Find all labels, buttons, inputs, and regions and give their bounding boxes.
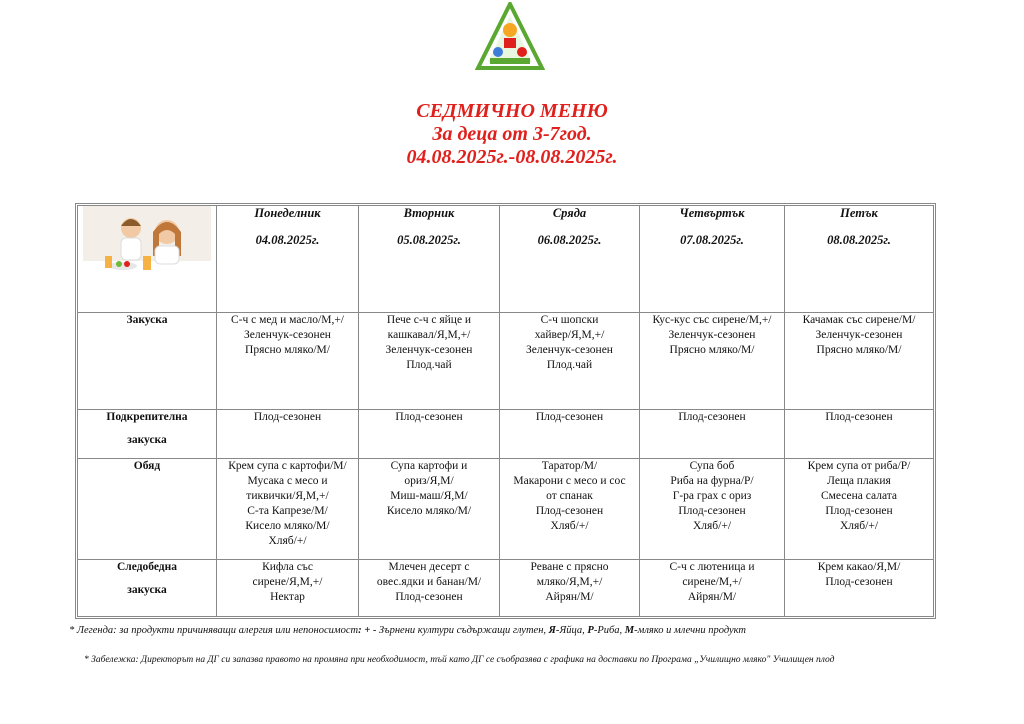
title-line-1: СЕДМИЧНО МЕНЮ [416,100,608,122]
day-date: 07.08.2025г. [680,233,744,247]
title-line-3: 04.08.2025г.-08.08.2025г. [406,146,618,168]
meal-item: Плод-сезонен [253,411,322,423]
legend-star: * [69,625,75,636]
meal-item: Хляб/+/ [550,520,589,532]
day-date: 06.08.2025г. [537,233,602,247]
day-date: 08.08.2025г. [827,233,891,247]
meal-item: Крем супа от риба/Р/ [807,460,911,472]
meal-item: Плод-сезонен [535,411,604,423]
afternoon-snack-row [78,560,934,617]
meal-item: Плод.чай [406,359,452,371]
meal-item: Хляб/+/ [692,520,732,532]
weekly-menu-table [77,205,934,617]
meal-item: Смесена салата [820,490,898,502]
meal-item: Зеленчук-сезонен [385,344,473,356]
meal-item: Мусака с месо и [247,475,328,487]
meal-item: Плод-сезонен [825,411,893,423]
meal-item: Кус-кус със сирене/М,+/ [652,314,772,326]
meal-cell [217,313,359,410]
meal-item: Кисело мляко/М/ [386,505,472,517]
meal-cell [785,313,934,410]
meal-item: Супа картофи и [390,460,468,472]
meal-item: сирене/М,+/ [682,576,742,588]
director-note: * Забележка: Директорът на ДГ си запазва правото на промяна при необходимост, тъй като ДГ се съобразява с графика на доставки по Програма „Училищно мляко" Училищен плод [84,655,835,665]
meal-item: Миш-маш/Я,М/ [390,490,468,502]
row-label-line: Подкрепителна [106,411,188,423]
children-eating-photo [83,206,211,286]
row-label-breakfast: Закуска [78,313,217,410]
meal-item: Плод.чай [546,359,593,371]
meal-item: Реване с прясно [530,561,609,573]
meal-item: Айрян/М/ [687,591,737,603]
meal-item: Зеленчук-сезонен [526,344,613,356]
meal-cell [500,459,640,560]
meal-item: С-та Капрезе/М/ [247,505,328,517]
day-header-tuesday [359,206,500,313]
meal-cell [785,459,934,560]
row-label-line: закуска [127,584,167,596]
meal-item: Зеленчук-сезонен [244,329,331,341]
row-label-lunch: Обяд [78,459,217,560]
meal-item: Супа боб [689,460,735,472]
legend-milk: М [624,625,635,636]
meal-item: Зеленчук-сезонен [668,329,756,341]
meal-item: Хляб/+/ [839,520,879,532]
meal-item: Кифла със [262,561,313,573]
legend-plus: + [364,625,371,636]
meal-item: Плод-сезонен [825,505,893,517]
meal-item: тиквички/Я,М,+/ [246,490,329,502]
meal-item: Нектар [270,591,305,603]
meal-item: Прясно мляко/М/ [816,344,902,356]
meal-cell [785,410,934,459]
legend-colon: : [358,625,362,636]
legend-fish-text: -Риба, [593,625,625,636]
meal-item: С-ч шопски [540,314,599,326]
meal-item: Пече с-ч с яйце и [386,314,472,326]
meal-item: от спанак [546,490,593,502]
row-label-afternoon [78,560,217,617]
legend-egg: Я [548,625,556,636]
snack-row [78,410,934,459]
meal-item: Г-ра грах с ориз [672,490,752,502]
meal-cell [359,459,500,560]
meal-item: Млечен десерт с [388,561,470,573]
row-label-line: Следобедна [116,561,178,573]
day-header-friday [785,206,934,313]
title-line-2: За деца от 3-7год. [432,123,592,145]
row-label-snack [78,410,217,459]
day-name: Сряда [552,206,587,220]
meal-item: Айрян/М/ [545,591,594,603]
meal-item: Леща плакия [827,475,891,487]
day-name: Понеделник [254,206,321,220]
meal-item: Плод-сезонен [678,411,746,423]
meal-item: ориз/Я,М/ [404,475,454,487]
meal-cell [640,313,785,410]
meal-item: Крем какао/Я,М/ [817,561,901,573]
meal-item: кашкавал/Я,М,+/ [387,329,471,341]
menu-title [0,100,1024,169]
meal-cell [640,410,785,459]
day-header-thursday [640,206,785,313]
meal-item: С-ч с лютеница и [669,561,755,573]
meal-item: Таратор/М/ [541,460,598,472]
day-header-monday [217,206,359,313]
meal-cell [640,560,785,617]
meal-item: сирене/Я,М,+/ [252,576,323,588]
legend-fish: Р [587,625,594,636]
meal-item: Прясно мляко/М/ [245,344,330,356]
meal-cell [217,560,359,617]
day-date: 05.08.2025г. [397,233,461,247]
breakfast-row [78,313,934,410]
meal-cell [500,410,640,459]
row-label-line: закуска [127,434,167,446]
meal-item: Качамак със сирене/М/ [802,314,916,326]
meal-cell [217,459,359,560]
meal-item: Кисело мляко/М/ [245,520,330,532]
meal-item: Плод-сезонен [395,591,463,603]
day-date: 04.08.2025г. [255,233,320,247]
meal-cell [640,459,785,560]
meal-item: Плод-сезонен [825,576,893,588]
meal-item: овес.ядки и банан/М/ [376,576,482,588]
day-header-wednesday [500,206,640,313]
allergen-legend [69,625,746,636]
kindergarten-logo-icon [472,2,548,72]
meal-item: мляко/Я,М,+/ [536,576,603,588]
meal-cell [359,313,500,410]
meal-item: С-ч с мед и масло/М,+/ [231,314,344,326]
meal-cell [217,410,359,459]
meal-cell [785,560,934,617]
photo-cell [78,206,217,313]
meal-item: Крем супа с картофи/М/ [228,460,347,472]
day-name: Четвъртък [679,206,745,220]
meal-item: Хляб/+/ [268,535,307,547]
day-name: Вторник [403,206,455,220]
meal-item: Плод-сезонен [395,411,463,423]
meal-item: Прясно мляко/М/ [669,344,755,356]
meal-item: Риба на фурна/Р/ [670,475,754,487]
legend-plus-text: - Зърнени култури съдържащи глутен, [370,625,549,636]
meal-item: хайвер/Я,М,+/ [534,329,605,341]
meal-cell [359,410,500,459]
legend-milk-text: -мляко и млечни продукт [634,625,747,636]
table-header-row [78,206,934,313]
meal-cell [500,313,640,410]
meal-cell [500,560,640,617]
day-name: Петък [840,206,878,220]
meal-item: Макарони с месо и сос [513,475,626,487]
meal-cell [359,560,500,617]
meal-item: Зеленчук-сезонен [815,329,903,341]
meal-item: Плод-сезонен [678,505,746,517]
legend-intro: Легенда: за продукти причиняващи алергия или непоносимост [76,625,359,636]
lunch-row [78,459,934,560]
legend-egg-text: -Яйца, [555,625,588,636]
meal-item: Плод-сезонен [535,505,604,517]
